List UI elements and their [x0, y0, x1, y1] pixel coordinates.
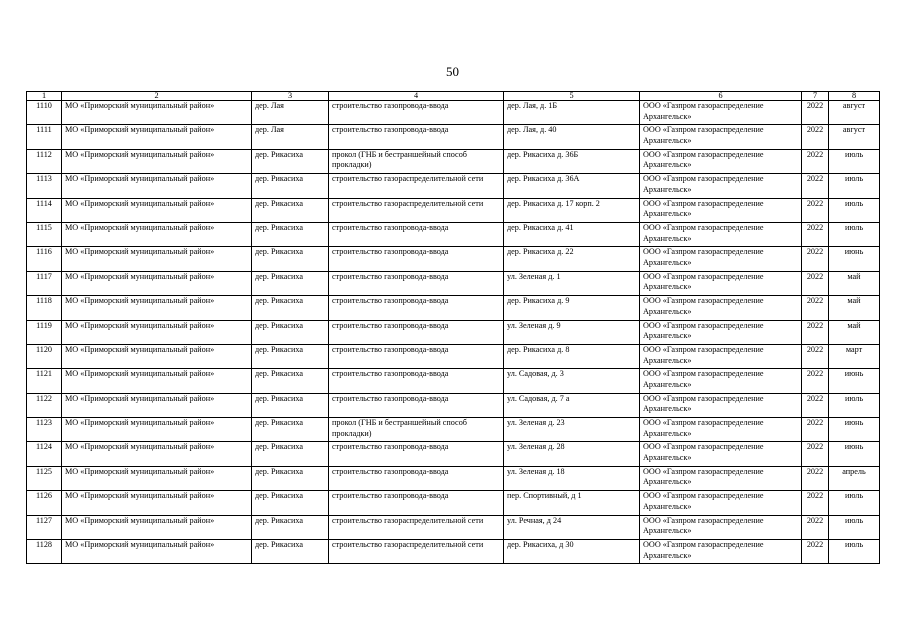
work-type-cell: строительство газораспределительной сети	[329, 198, 504, 222]
settlement-cell: дер. Рикасиха	[252, 222, 329, 246]
municipality-cell: МО «Приморский муниципальный район»	[62, 296, 252, 320]
table-row	[27, 540, 880, 564]
address-cell: дер. Рикасиха д. 36Б	[504, 149, 640, 173]
settlement-cell: дер. Рикасиха	[252, 393, 329, 417]
address-cell: ул. Зеленая д. 1	[504, 271, 640, 295]
row-number-cell: 1116	[27, 247, 62, 271]
work-type-cell: строительство газопровода-ввода	[329, 466, 504, 490]
column-header: 7	[802, 92, 829, 101]
table-row	[27, 418, 880, 442]
municipality-cell: МО «Приморский муниципальный район»	[62, 491, 252, 515]
row-number-cell: 1119	[27, 320, 62, 344]
municipality-cell: МО «Приморский муниципальный район»	[62, 369, 252, 393]
settlement-cell: дер. Рикасиха	[252, 198, 329, 222]
month-cell: июнь	[829, 442, 880, 466]
table-row	[27, 125, 880, 149]
organization-cell: ООО «Газпром газораспределение Архангельск»	[640, 198, 802, 222]
work-type-cell: строительство газопровода-ввода	[329, 125, 504, 149]
organization-cell: ООО «Газпром газораспределение Архангельск»	[640, 491, 802, 515]
organization-cell: ООО «Газпром газораспределение Архангельск»	[640, 515, 802, 539]
row-number-cell: 1120	[27, 344, 62, 368]
year-cell: 2022	[802, 296, 829, 320]
year-cell: 2022	[802, 418, 829, 442]
address-cell: ул. Зеленая д. 28	[504, 442, 640, 466]
address-cell: ул. Зеленая д. 18	[504, 466, 640, 490]
month-cell: май	[829, 271, 880, 295]
table-row	[27, 393, 880, 417]
municipality-cell: МО «Приморский муниципальный район»	[62, 442, 252, 466]
address-cell: дер. Рикасиха д. 9	[504, 296, 640, 320]
settlement-cell: дер. Рикасиха	[252, 149, 329, 173]
year-cell: 2022	[802, 515, 829, 539]
address-cell: ул. Садовая, д. 3	[504, 369, 640, 393]
municipality-cell: МО «Приморский муниципальный район»	[62, 515, 252, 539]
address-cell: дер. Рикасиха д. 41	[504, 222, 640, 246]
year-cell: 2022	[802, 101, 829, 125]
organization-cell: ООО «Газпром газораспределение Архангельск»	[640, 442, 802, 466]
year-cell: 2022	[802, 174, 829, 198]
table-row	[27, 466, 880, 490]
year-cell: 2022	[802, 369, 829, 393]
municipality-cell: МО «Приморский муниципальный район»	[62, 101, 252, 125]
address-cell: дер. Рикасиха д. 22	[504, 247, 640, 271]
table-row	[27, 271, 880, 295]
organization-cell: ООО «Газпром газораспределение Архангельск»	[640, 369, 802, 393]
address-cell: дер. Лая, д. 40	[504, 125, 640, 149]
settlement-cell: дер. Рикасиха	[252, 174, 329, 198]
municipality-cell: МО «Приморский муниципальный район»	[62, 271, 252, 295]
municipality-cell: МО «Приморский муниципальный район»	[62, 320, 252, 344]
year-cell: 2022	[802, 222, 829, 246]
settlement-cell: дер. Рикасиха	[252, 418, 329, 442]
organization-cell: ООО «Газпром газораспределение Архангельск»	[640, 222, 802, 246]
settlement-cell: дер. Рикасиха	[252, 466, 329, 490]
column-header: 8	[829, 92, 880, 101]
organization-cell: ООО «Газпром газораспределение Архангельск»	[640, 247, 802, 271]
month-cell: май	[829, 320, 880, 344]
address-cell: дер. Рикасиха д. 8	[504, 344, 640, 368]
settlement-cell: дер. Лая	[252, 101, 329, 125]
table-row	[27, 101, 880, 125]
work-type-cell: строительство газопровода-ввода	[329, 393, 504, 417]
table-row	[27, 222, 880, 246]
address-cell: дер. Рикасиха д. 17 корп. 2	[504, 198, 640, 222]
settlement-cell: дер. Рикасиха	[252, 344, 329, 368]
row-number-cell: 1123	[27, 418, 62, 442]
month-cell: июнь	[829, 369, 880, 393]
row-number-cell: 1124	[27, 442, 62, 466]
month-cell: июль	[829, 198, 880, 222]
table-row	[27, 247, 880, 271]
organization-cell: ООО «Газпром газораспределение Архангельск»	[640, 174, 802, 198]
column-header: 5	[504, 92, 640, 101]
organization-cell: ООО «Газпром газораспределение Архангельск»	[640, 296, 802, 320]
work-type-cell: строительство газопровода-ввода	[329, 222, 504, 246]
work-type-cell: строительство газораспределительной сети	[329, 515, 504, 539]
year-cell: 2022	[802, 149, 829, 173]
table-row	[27, 320, 880, 344]
row-number-cell: 1122	[27, 393, 62, 417]
settlement-cell: дер. Рикасиха	[252, 320, 329, 344]
row-number-cell: 1113	[27, 174, 62, 198]
table-body	[27, 101, 880, 564]
row-number-cell: 1127	[27, 515, 62, 539]
municipality-cell: МО «Приморский муниципальный район»	[62, 222, 252, 246]
address-cell: пер. Спортивный, д 1	[504, 491, 640, 515]
row-number-cell: 1112	[27, 149, 62, 173]
municipality-cell: МО «Приморский муниципальный район»	[62, 174, 252, 198]
year-cell: 2022	[802, 540, 829, 564]
column-header: 1	[27, 92, 62, 101]
work-type-cell: строительство газопровода-ввода	[329, 442, 504, 466]
row-number-cell: 1110	[27, 101, 62, 125]
row-number-cell: 1128	[27, 540, 62, 564]
year-cell: 2022	[802, 247, 829, 271]
work-type-cell: строительство газопровода-ввода	[329, 271, 504, 295]
row-number-cell: 1111	[27, 125, 62, 149]
column-number-row	[27, 92, 880, 101]
organization-cell: ООО «Газпром газораспределение Архангельск»	[640, 540, 802, 564]
work-type-cell: строительство газораспределительной сети	[329, 540, 504, 564]
settlement-cell: дер. Рикасиха	[252, 540, 329, 564]
month-cell: май	[829, 296, 880, 320]
table-row	[27, 198, 880, 222]
municipality-cell: МО «Приморский муниципальный район»	[62, 466, 252, 490]
row-number-cell: 1126	[27, 491, 62, 515]
month-cell: март	[829, 344, 880, 368]
year-cell: 2022	[802, 466, 829, 490]
settlement-cell: дер. Рикасиха	[252, 369, 329, 393]
settlement-cell: дер. Рикасиха	[252, 296, 329, 320]
table-row	[27, 174, 880, 198]
year-cell: 2022	[802, 198, 829, 222]
organization-cell: ООО «Газпром газораспределение Архангельск»	[640, 466, 802, 490]
month-cell: июнь	[829, 247, 880, 271]
table-row	[27, 491, 880, 515]
month-cell: апрель	[829, 466, 880, 490]
month-cell: июль	[829, 491, 880, 515]
column-header: 3	[252, 92, 329, 101]
column-header: 2	[62, 92, 252, 101]
organization-cell: ООО «Газпром газораспределение Архангельск»	[640, 271, 802, 295]
address-cell: дер. Лая, д. 1Б	[504, 101, 640, 125]
month-cell: июль	[829, 149, 880, 173]
year-cell: 2022	[802, 125, 829, 149]
organization-cell: ООО «Газпром газораспределение Архангельск»	[640, 149, 802, 173]
work-type-cell: строительство газопровода-ввода	[329, 369, 504, 393]
month-cell: июль	[829, 540, 880, 564]
address-cell: ул. Садовая, д. 7 а	[504, 393, 640, 417]
table-row	[27, 344, 880, 368]
address-cell: дер. Рикасиха, д 30	[504, 540, 640, 564]
table-row	[27, 369, 880, 393]
work-type-cell: строительство газопровода-ввода	[329, 247, 504, 271]
address-cell: дер. Рикасиха д. 36А	[504, 174, 640, 198]
column-header: 4	[329, 92, 504, 101]
year-cell: 2022	[802, 442, 829, 466]
year-cell: 2022	[802, 393, 829, 417]
municipality-cell: МО «Приморский муниципальный район»	[62, 393, 252, 417]
year-cell: 2022	[802, 271, 829, 295]
work-type-cell: прокол (ГНБ и бестраншейный способ прокладки)	[329, 149, 504, 173]
municipality-cell: МО «Приморский муниципальный район»	[62, 540, 252, 564]
work-type-cell: строительство газопровода-ввода	[329, 344, 504, 368]
row-number-cell: 1125	[27, 466, 62, 490]
year-cell: 2022	[802, 491, 829, 515]
municipality-cell: МО «Приморский муниципальный район»	[62, 344, 252, 368]
work-type-cell: строительство газопровода-ввода	[329, 101, 504, 125]
municipality-cell: МО «Приморский муниципальный район»	[62, 125, 252, 149]
settlement-cell: дер. Рикасиха	[252, 515, 329, 539]
month-cell: июнь	[829, 418, 880, 442]
row-number-cell: 1121	[27, 369, 62, 393]
gasification-table	[26, 91, 880, 564]
year-cell: 2022	[802, 344, 829, 368]
row-number-cell: 1117	[27, 271, 62, 295]
work-type-cell: строительство газопровода-ввода	[329, 320, 504, 344]
month-cell: июль	[829, 174, 880, 198]
row-number-cell: 1115	[27, 222, 62, 246]
month-cell: август	[829, 101, 880, 125]
month-cell: август	[829, 125, 880, 149]
organization-cell: ООО «Газпром газораспределение Архангельск»	[640, 101, 802, 125]
address-cell: ул. Зеленая д. 23	[504, 418, 640, 442]
work-type-cell: строительство газораспределительной сети	[329, 174, 504, 198]
settlement-cell: дер. Рикасиха	[252, 442, 329, 466]
organization-cell: ООО «Газпром газораспределение Архангельск»	[640, 418, 802, 442]
organization-cell: ООО «Газпром газораспределение Архангельск»	[640, 393, 802, 417]
row-number-cell: 1114	[27, 198, 62, 222]
municipality-cell: МО «Приморский муниципальный район»	[62, 149, 252, 173]
organization-cell: ООО «Газпром газораспределение Архангельск»	[640, 320, 802, 344]
table-row	[27, 296, 880, 320]
column-header: 6	[640, 92, 802, 101]
municipality-cell: МО «Приморский муниципальный район»	[62, 198, 252, 222]
municipality-cell: МО «Приморский муниципальный район»	[62, 247, 252, 271]
row-number-cell: 1118	[27, 296, 62, 320]
settlement-cell: дер. Лая	[252, 125, 329, 149]
organization-cell: ООО «Газпром газораспределение Архангельск»	[640, 344, 802, 368]
municipality-cell: МО «Приморский муниципальный район»	[62, 418, 252, 442]
settlement-cell: дер. Рикасиха	[252, 491, 329, 515]
table-row	[27, 515, 880, 539]
month-cell: июль	[829, 393, 880, 417]
month-cell: июль	[829, 515, 880, 539]
year-cell: 2022	[802, 320, 829, 344]
work-type-cell: прокол (ГНБ и бестраншейный способ прокладки)	[329, 418, 504, 442]
work-type-cell: строительство газопровода-ввода	[329, 296, 504, 320]
table-row	[27, 149, 880, 173]
month-cell: июль	[829, 222, 880, 246]
address-cell: ул. Зеленая д. 9	[504, 320, 640, 344]
table-row	[27, 442, 880, 466]
work-type-cell: строительство газопровода-ввода	[329, 491, 504, 515]
page-number: 50	[446, 64, 459, 79]
organization-cell: ООО «Газпром газораспределение Архангельск»	[640, 125, 802, 149]
settlement-cell: дер. Рикасиха	[252, 247, 329, 271]
address-cell: ул. Речная, д 24	[504, 515, 640, 539]
settlement-cell: дер. Рикасиха	[252, 271, 329, 295]
